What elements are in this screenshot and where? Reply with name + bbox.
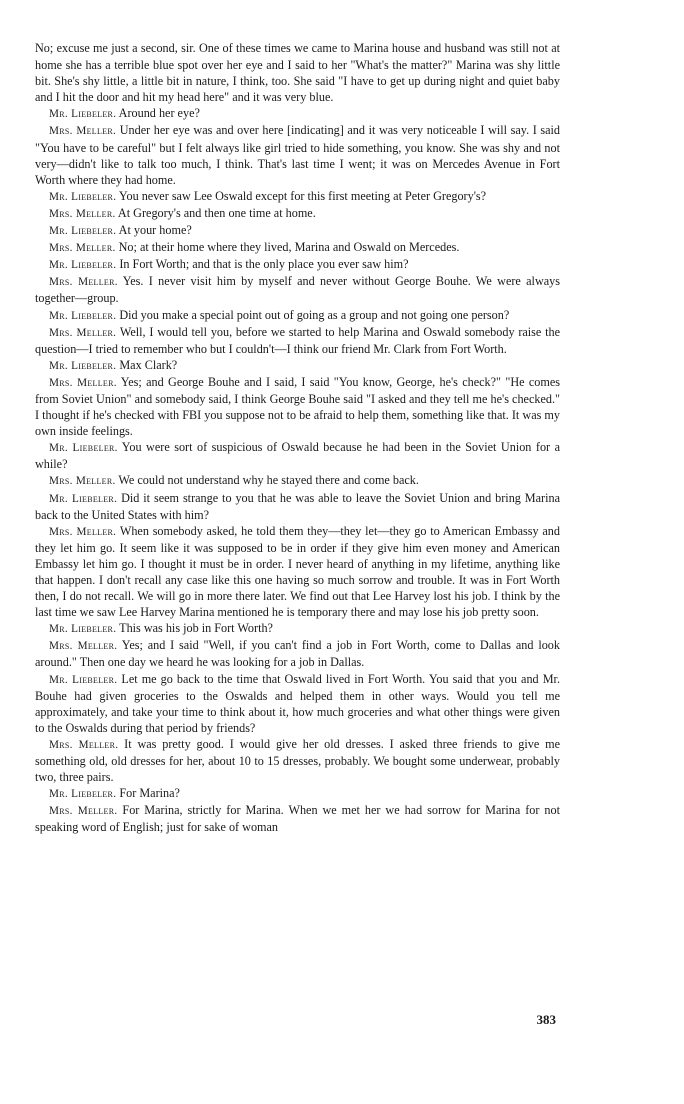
transcript-paragraph: [35, 122, 560, 187]
speaker-label: Mrs. Meller.: [49, 805, 118, 818]
speaker-label: Mr. Liebeler.: [49, 492, 118, 505]
paragraph-text: Let me go back to the time that Oswald lived in Fort Worth. You said that you and Mr. Bouhe had given groceries to the Oswalds and helped them in other ways. Would you tell me approximately, and take your time to think about it, how much groceries and what other things were given to the Oswalds during that period by friends?: [35, 671, 560, 735]
paragraph-text: For Marina?: [116, 786, 180, 801]
transcript-paragraph: [35, 256, 560, 273]
paragraph-text: Yes; and I said "Well, if you can't find a job in Fort Worth, come to Dallas and look around." Then one day we heard he was looking for a job in Dallas.: [35, 638, 560, 670]
paragraph-text: Did it seem strange to you that he was able to leave the Soviet Union and bring Marina back to the United States with him?: [35, 490, 560, 522]
transcript-paragraph: [35, 490, 560, 523]
transcript-paragraph: [35, 637, 560, 670]
speaker-label: Mrs. Meller.: [49, 376, 117, 389]
speaker-label: Mr. Liebeler.: [49, 259, 117, 272]
transcript-paragraph: [35, 374, 560, 439]
speaker-label: Mr. Liebeler.: [49, 673, 118, 686]
paragraph-text: You were sort of suspicious of Oswald because he had been in the Soviet Union for a while?: [35, 440, 560, 472]
paragraph-text: At your home?: [116, 223, 192, 238]
speaker-label: Mr. Liebeler.: [49, 225, 117, 238]
transcript-paragraph: [35, 620, 560, 637]
speaker-label: Mrs. Meller.: [49, 125, 117, 138]
paragraph-text: Around her eye?: [116, 106, 200, 121]
paragraph-text: Max Clark?: [116, 357, 178, 372]
transcript-paragraph: [35, 222, 560, 239]
speaker-label: Mr. Liebeler.: [49, 788, 117, 801]
transcript-paragraph: [35, 324, 560, 357]
paragraph-text: At Gregory's and then one time at home.: [115, 205, 316, 220]
paragraph-text: You never saw Lee Oswald except for this first meeting at Peter Gregory's?: [116, 188, 487, 203]
speaker-label: Mrs. Meller.: [49, 242, 116, 255]
paragraph-text: No; at their home where they lived, Marina and Oswald on Mercedes.: [115, 240, 460, 255]
paragraph-text: Yes. I never visit him by myself and never without George Bouhe. We were always together—group.: [35, 274, 560, 306]
speaker-label: Mr. Liebeler.: [49, 623, 117, 636]
speaker-label: Mrs. Meller.: [49, 326, 117, 339]
transcript-paragraph: [35, 357, 560, 374]
transcript-paragraph: [35, 307, 560, 324]
paragraph-text: We could not understand why he stayed there and come back.: [115, 473, 419, 488]
paragraph-text: Well, I would tell you, before we started to help Marina and Oswald somebody raise the question—I tried to remember who but I couldn't—I think our friend Mr. Clark from Fort Worth.: [35, 324, 561, 356]
page-number: 383: [536, 1012, 556, 1027]
transcript-paragraph: [35, 273, 560, 306]
transcript-paragraph: [35, 105, 560, 122]
paragraph-text: Under her eye was and over here [indicating] and it was very noticeable I will say. I said "You have to be careful" but I felt always like girl tried to hide something, you know. She was shy and not very—didn't like to talk too much, I think. That's last time I went; it was on Mercedes Avenue in Fort Worth where they had home.: [35, 123, 560, 187]
speaker-label: Mrs. Meller.: [49, 207, 116, 220]
paragraph-text: This was his job in Fort Worth?: [116, 621, 273, 636]
transcript-paragraph: [35, 472, 560, 489]
transcript-paragraph: [35, 802, 560, 835]
speaker-label: Mr. Liebeler.: [49, 359, 117, 372]
speaker-label: Mrs. Meller.: [49, 738, 119, 751]
transcript-paragraph: [35, 239, 560, 256]
speaker-label: Mrs. Meller.: [49, 640, 118, 653]
paragraph-text: In Fort Worth; and that is the only place you ever saw him?: [116, 257, 409, 272]
transcript-paragraph: [35, 785, 560, 802]
paragraph-text: No; excuse me just a second, sir. One of these times we came to Marina house and husband was still not at home she has a terrible blue spot over her eye and I said to her "What's the matter?" Marina was shy little bit. She's shy little, a little bit in nature, I think, too. She said "I have to get up during night and quiet baby and I hit the door and hit my head here" and it was very blue.: [35, 41, 560, 105]
speaker-label: Mr. Liebeler.: [49, 442, 118, 455]
speaker-label: Mrs. Meller.: [49, 475, 116, 488]
speaker-label: Mrs. Meller.: [49, 276, 118, 289]
paragraph-text: For Marina, strictly for Marina. When we met her we had sorrow for Marina for not speaking word of English; just for sake of woman: [35, 803, 560, 835]
speaker-label: Mr. Liebeler.: [49, 309, 117, 322]
paragraph-text: When somebody asked, he told them they—they let—they go to American Embassy and they let him go. It seem like it was supposed to be in order if they give him even money and American Embassy let him go. I thought it must be in order. I never heard of anything in my lifetime, anything like that happen. I don't recall any case like this one having so much sorrow and trouble. It was in Fort Worth then, I do not recall. We will go in more there later. We find out that Lee Harvey lost his job. I think by the last time we saw Lee Harvey Marina mentioned he is temporary there and may lose his job pretty soon.: [35, 523, 560, 620]
speaker-label: Mrs. Meller.: [49, 525, 117, 538]
transcript-paragraph: [35, 439, 560, 472]
speaker-label: Mr. Liebeler.: [49, 190, 117, 203]
transcript-paragraph: [35, 188, 560, 205]
transcript-paragraph: [35, 736, 560, 785]
paragraph-text: Did you make a special point out of going as a group and not going one person?: [116, 307, 510, 322]
transcript-paragraph: [35, 40, 560, 105]
transcript-paragraph: [35, 671, 560, 736]
paragraph-text: Yes; and George Bouhe and I said, I said "You know, George, he's check?" "He comes from Soviet Union" and somebody said, I think George Bouhe said "I asked and they tell me he's checked." I thought if he's checked with FBI you suppose not to be afraid to help them, something like that. It was my own inside feelings.: [35, 374, 560, 439]
speaker-label: Mr. Liebeler.: [49, 108, 117, 121]
transcript-paragraph: [35, 205, 560, 222]
transcript-paragraph: [35, 523, 560, 621]
paragraph-text: It was pretty good. I would give her old dresses. I asked three friends to give me something old, old dresses for her, about 10 to 15 dresses, probably. We bought some underwear, probably two, three pairs.: [35, 736, 560, 785]
transcript-page: [35, 40, 560, 836]
